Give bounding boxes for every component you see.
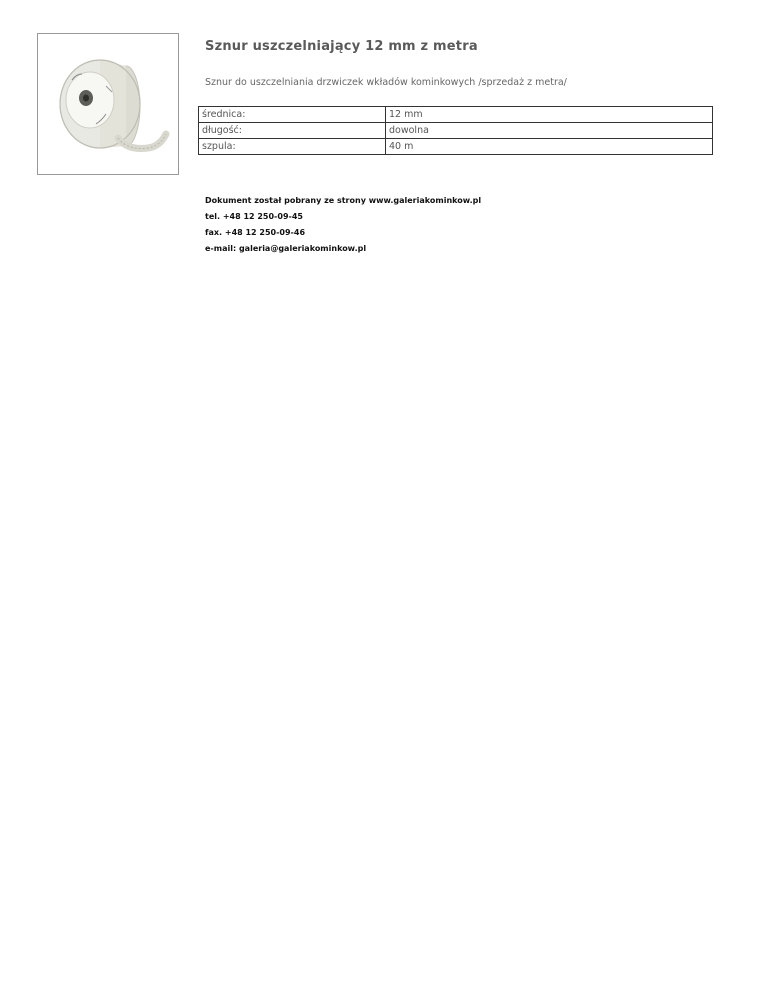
email-address: e-mail: galeria@galeriakominkow.pl — [205, 244, 367, 253]
source-note: Dokument został pobrany ze strony www.galeriakominkow.pl — [205, 196, 482, 205]
phone-number: tel. +48 12 250-09-45 — [205, 212, 303, 221]
table-row — [199, 139, 713, 155]
rope-spool-image — [38, 34, 178, 174]
spec-label: średnica: — [199, 107, 386, 123]
specs-table — [198, 106, 713, 155]
spec-value: 12 mm — [386, 107, 713, 123]
fax-number: fax. +48 12 250-09-46 — [205, 228, 306, 237]
product-title: Sznur uszczelniający 12 mm z metra — [205, 39, 478, 54]
table-row — [199, 107, 713, 123]
product-description: Sznur do uszczelniania drzwiczek wkładów kominkowych /sprzedaż z metra/ — [205, 77, 567, 88]
spec-value: dowolna — [386, 123, 713, 139]
table-row — [199, 123, 713, 139]
contact-footer — [205, 193, 481, 257]
spec-value: 40 m — [386, 139, 713, 155]
spec-label: szpula: — [199, 139, 386, 155]
spec-label: długość: — [199, 123, 386, 139]
product-photo — [37, 33, 179, 175]
